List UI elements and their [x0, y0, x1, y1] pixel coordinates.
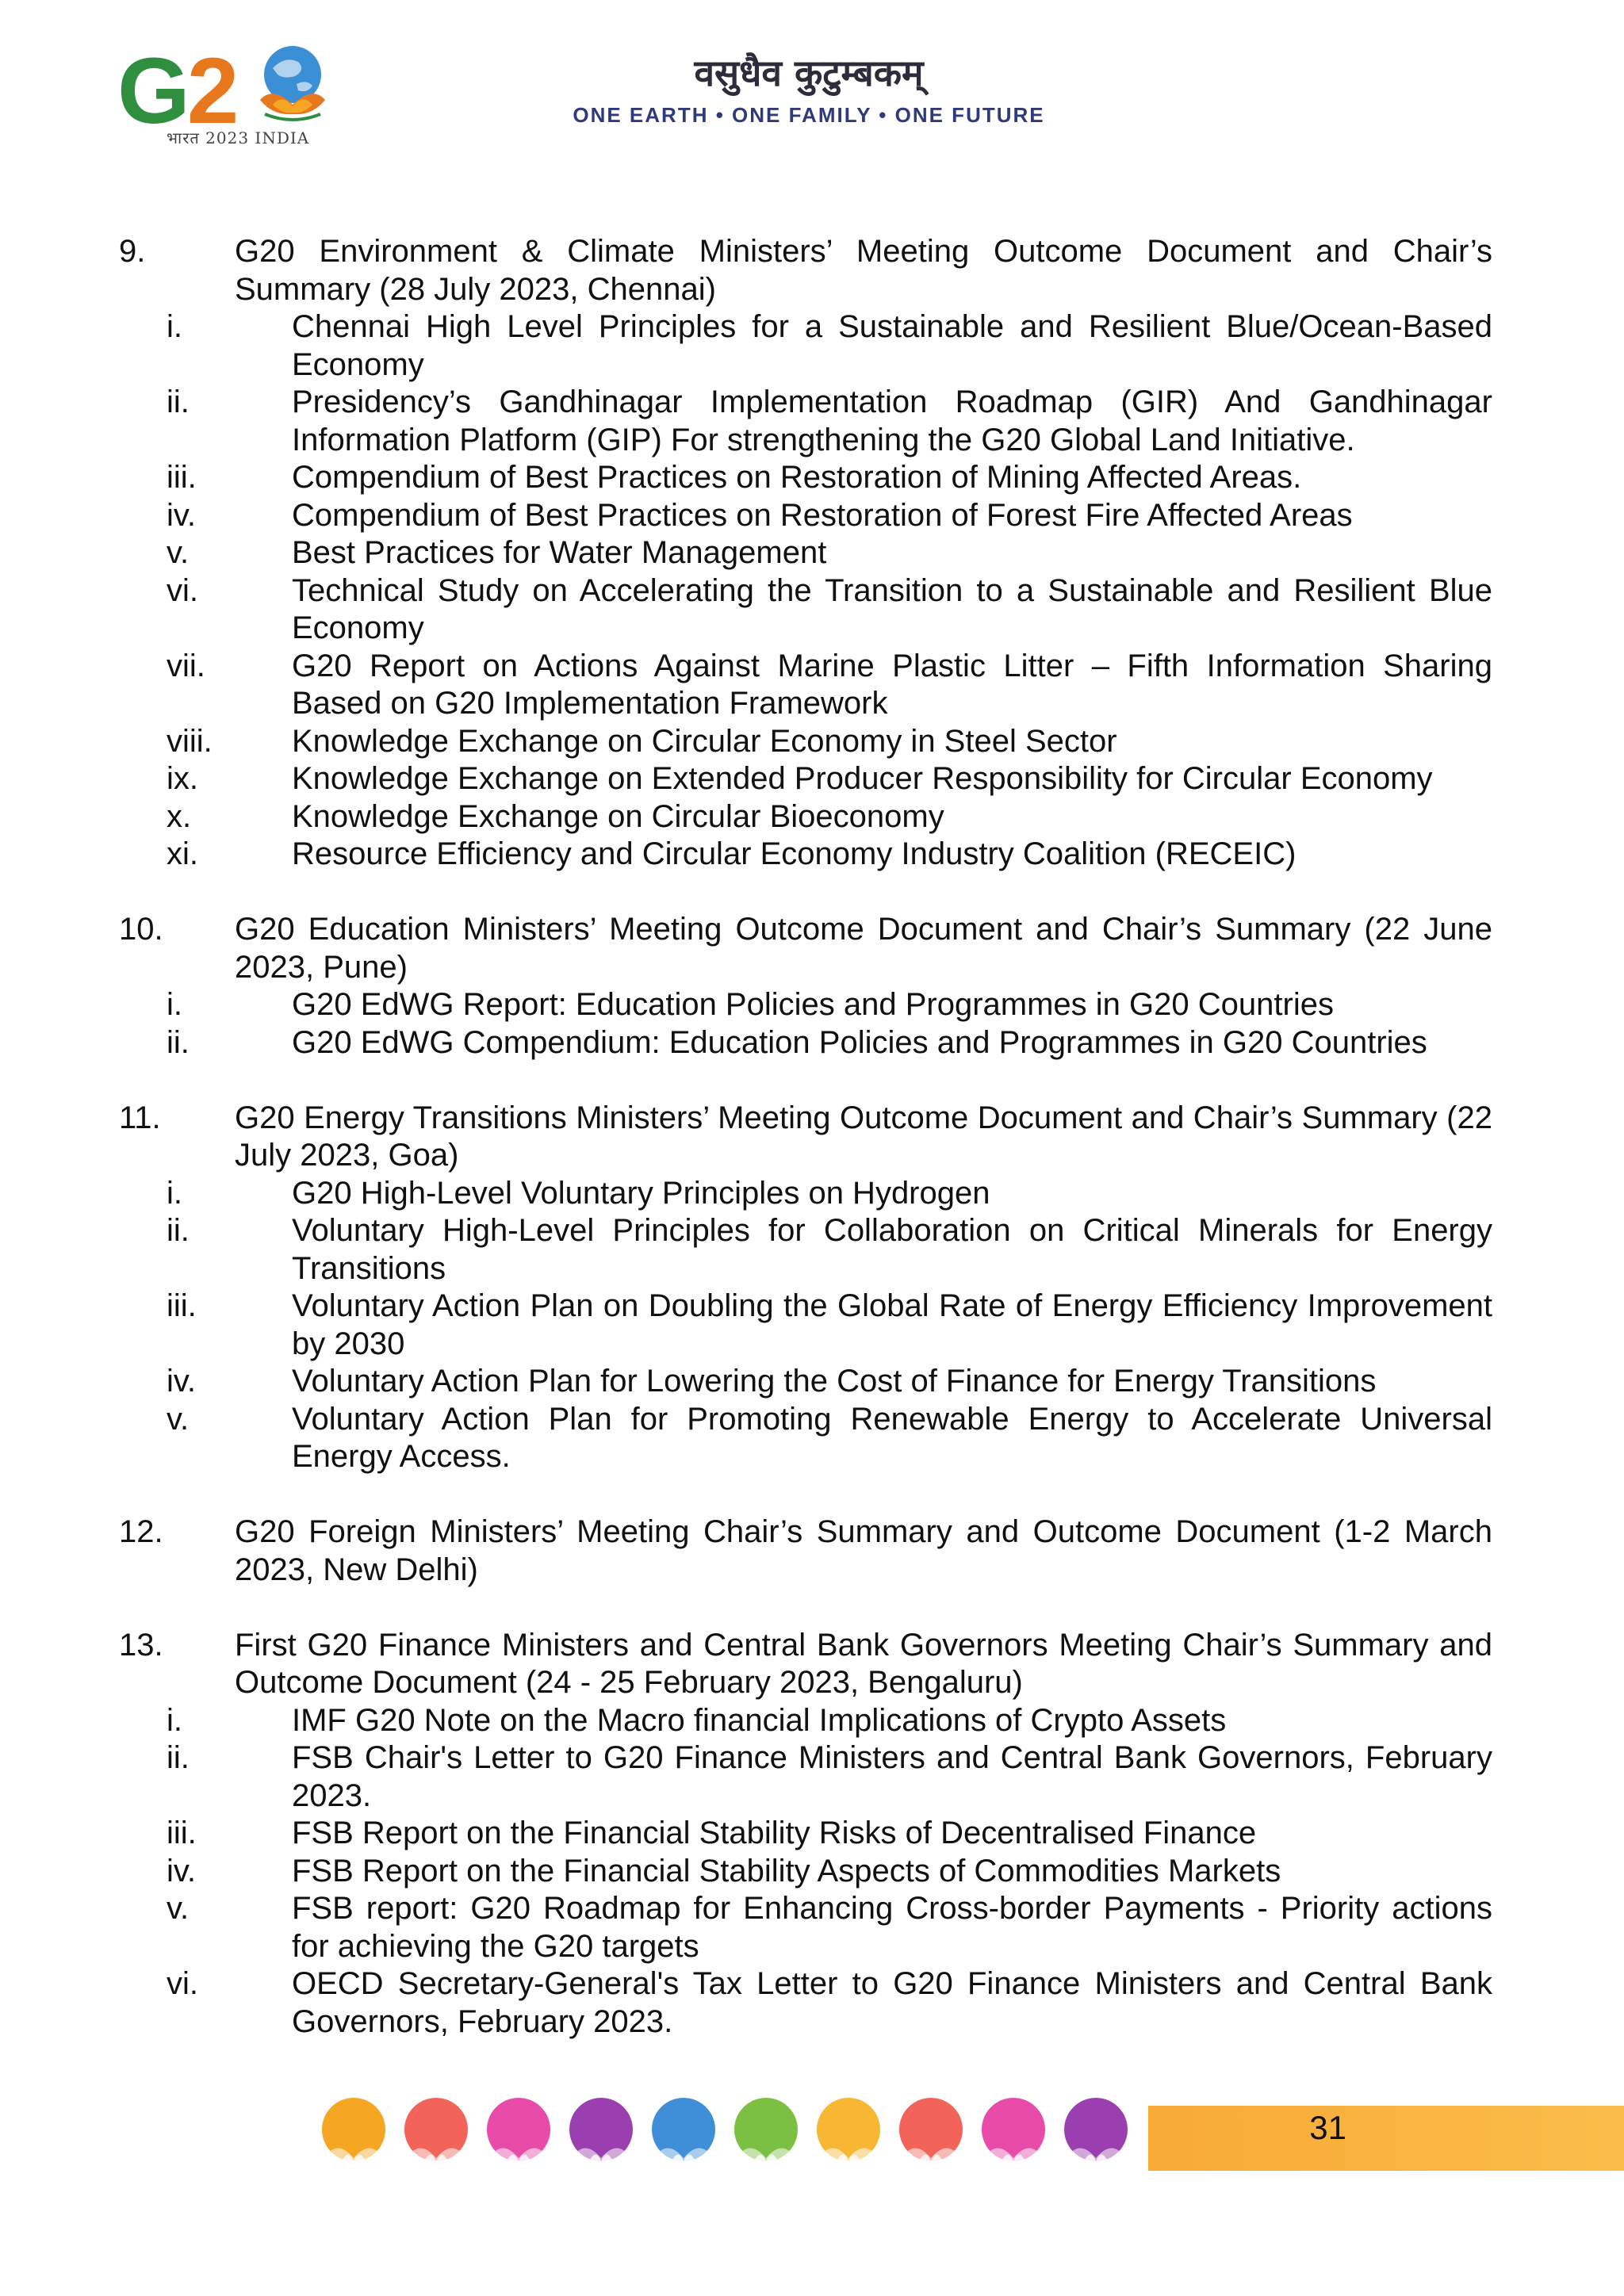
- section-9: [0, 233, 1624, 874]
- list-item: [0, 308, 1624, 384]
- list-item-text: Knowledge Exchange on Circular Economy in Steel Sector: [292, 723, 1117, 759]
- list-item: [0, 798, 1624, 836]
- list-item-text: FSB Chair's Letter to G20 Finance Ministers and Central Bank Governors, February 2023.: [292, 1740, 1492, 1813]
- list-item: [0, 1175, 1624, 1213]
- list-item-text: OECD Secretary-General's Tax Letter to G20 Finance Ministers and Central Bank Governors, February 2023.: [292, 1966, 1492, 2039]
- list-item-number: ii.: [167, 1213, 190, 1248]
- list-item-text: G20 EdWG Compendium: Education Policies and Programmes in G20 Countries: [292, 1024, 1427, 1060]
- g20-logo-text: G2: [117, 39, 236, 144]
- list-item-number: v.: [167, 535, 190, 570]
- list-item-number: i.: [167, 309, 182, 344]
- lotus-icon: [479, 2093, 558, 2180]
- list-item-number: xi.: [167, 836, 198, 871]
- list-item-text: FSB Report on the Financial Stability Aspects of Commodities Markets: [292, 1853, 1281, 1888]
- lotus-icon: [891, 2093, 971, 2180]
- section-number: 13.: [119, 1627, 163, 1663]
- list-item: [0, 723, 1624, 761]
- list-item-number: ii.: [167, 385, 190, 419]
- list-item-number: i.: [167, 1175, 182, 1211]
- list-item-number: x.: [167, 798, 192, 834]
- section-10: [0, 911, 1624, 1062]
- page-number: 31: [1309, 2109, 1346, 2146]
- list-item: [0, 572, 1624, 648]
- list-item-number: vi.: [167, 572, 198, 608]
- section-number: 11.: [119, 1100, 161, 1135]
- section-heading: [0, 233, 1624, 308]
- lotus-icon: [314, 2093, 393, 2180]
- list-item-text: G20 EdWG Report: Education Policies and Programmes in G20 Countries: [292, 987, 1334, 1022]
- tagline: ONE EARTH • ONE FAMILY • ONE FUTURE: [573, 103, 1045, 127]
- list-item-text: Best Practices for Water Management: [292, 535, 827, 570]
- lotus-icon: [396, 2093, 476, 2180]
- list-item: [0, 459, 1624, 497]
- list-item: [0, 1024, 1624, 1062]
- list-item-text: G20 Report on Actions Against Marine Plastic Litter – Fifth Information Sharing Based on G20 Implementation Framework: [292, 648, 1492, 721]
- list-item: [0, 1401, 1624, 1476]
- section-number: 12.: [119, 1514, 163, 1549]
- g20-logo: [94, 32, 347, 159]
- logo-subtext: भारत 2023 INDIA: [167, 128, 310, 147]
- list-item-text: Voluntary Action Plan for Lowering the Cost of Finance for Energy Transitions: [292, 1364, 1377, 1399]
- section-title: G20 Education Ministers’ Meeting Outcome Document and Chair’s Summary (22 June 2023, Pune): [235, 912, 1492, 985]
- list-item-text: Voluntary High-Level Principles for Collaboration on Critical Minerals for Energy Transitions: [292, 1213, 1492, 1286]
- lotus-icon: [974, 2093, 1053, 2180]
- list-item-number: v.: [167, 1891, 190, 1926]
- list-item-number: i.: [167, 987, 182, 1022]
- list-item-text: Resource Efficiency and Circular Economy Industry Coalition (RECEIC): [292, 836, 1297, 871]
- list-item: [0, 534, 1624, 572]
- list-item-text: FSB Report on the Financial Stability Risks of Decentralised Finance: [292, 1816, 1257, 1850]
- lotus-icon: [644, 2093, 723, 2180]
- section-heading: [0, 1513, 1624, 1589]
- list-item-number: iv.: [167, 497, 197, 533]
- section-number: 9.: [119, 234, 146, 269]
- list-item-number: viii.: [167, 723, 213, 759]
- list-item: [0, 836, 1624, 874]
- section-heading: [0, 911, 1624, 986]
- section-11: [0, 1100, 1624, 1476]
- list-item-text: Knowledge Exchange on Circular Bioeconomy: [292, 798, 944, 834]
- list-item-text: G20 High-Level Voluntary Principles on Hydrogen: [292, 1175, 990, 1211]
- lotus-icon: [726, 2093, 806, 2180]
- list-item: [0, 760, 1624, 798]
- list-item-number: iv.: [167, 1853, 197, 1888]
- list-item: [0, 1702, 1624, 1740]
- section-title: G20 Energy Transitions Ministers’ Meeting Outcome Document and Chair’s Summary (22 July 2023, Goa): [235, 1100, 1492, 1173]
- sub-item-list: [0, 1175, 1624, 1476]
- list-item-text: FSB report: G20 Roadmap for Enhancing Cross-border Payments - Priority actions for achieving the G20 targets: [292, 1891, 1492, 1964]
- lotus-icon: [561, 2093, 641, 2180]
- section-heading: [0, 1627, 1624, 1702]
- list-item-text: Technical Study on Accelerating the Transition to a Sustainable and Resilient Blue Economy: [292, 572, 1492, 645]
- list-item: [0, 648, 1624, 723]
- section-title: First G20 Finance Ministers and Central Bank Governors Meeting Chair’s Summary and Outcome Document (24 - 25 February 2023, Bengaluru): [235, 1627, 1492, 1700]
- list-item-text: Voluntary Action Plan for Promoting Renewable Energy to Accelerate Universal Energy Access.: [292, 1401, 1492, 1474]
- section-heading: [0, 1100, 1624, 1175]
- list-item: [0, 1890, 1624, 1965]
- list-item: [0, 1212, 1624, 1288]
- list-item-number: iv.: [167, 1364, 197, 1399]
- list-item-number: iii.: [167, 1816, 197, 1850]
- section-title: G20 Foreign Ministers’ Meeting Chair’s Summary and Outcome Document (1-2 March 2023, New Delhi): [235, 1514, 1492, 1587]
- list-item-number: vii.: [167, 648, 205, 683]
- motto: वसुधैव कुटुम्बकम्: [694, 52, 924, 94]
- list-item-text: Presidency’s Gandhinagar Implementation Roadmap (GIR) And Gandhinagar Information Platform (GIP) For strengthening the G20 Global Land Initiative.: [292, 385, 1492, 457]
- list-item-text: Compendium of Best Practices on Restoration of Mining Affected Areas.: [292, 460, 1302, 495]
- list-item-text: Knowledge Exchange on Extended Producer Responsibility for Circular Economy: [292, 761, 1433, 796]
- page-number-band: [1148, 2106, 1624, 2171]
- list-item-text: Compendium of Best Practices on Restoration of Forest Fire Affected Areas: [292, 497, 1353, 533]
- list-item-number: vi.: [167, 1966, 198, 2001]
- footer-lotus-row: [314, 2093, 1139, 2180]
- list-item: [0, 1853, 1624, 1891]
- list-item: [0, 1363, 1624, 1401]
- list-item-number: iii.: [167, 1288, 197, 1323]
- list-item: [0, 1815, 1624, 1853]
- list-item-number: ix.: [167, 761, 198, 796]
- list-item-number: ii.: [167, 1740, 190, 1775]
- list-item-number: i.: [167, 1702, 182, 1738]
- list-item-number: iii.: [167, 460, 197, 495]
- header-motto-block: [555, 48, 1063, 128]
- lotus-icon: [1056, 2093, 1136, 2180]
- list-item-number: ii.: [167, 1024, 190, 1060]
- section-13: [0, 1627, 1624, 2042]
- sub-item-list: [0, 308, 1624, 874]
- list-item: [0, 384, 1624, 459]
- section-title: G20 Environment & Climate Ministers’ Meeting Outcome Document and Chair’s Summary (28 July 2023, Chennai): [235, 234, 1492, 307]
- sub-item-list: [0, 986, 1624, 1062]
- list-item-text: Chennai High Level Principles for a Sustainable and Resilient Blue/Ocean-Based Economy: [292, 309, 1492, 382]
- list-item: [0, 1965, 1624, 2041]
- section-number: 10.: [119, 912, 163, 947]
- sub-item-list: [0, 1702, 1624, 2042]
- list-item-number: v.: [167, 1401, 190, 1437]
- lotus-globe-icon: [249, 38, 336, 125]
- list-item: [0, 1739, 1624, 1815]
- list-item-text: IMF G20 Note on the Macro financial Implications of Crypto Assets: [292, 1702, 1227, 1738]
- section-12: [0, 1513, 1624, 1589]
- lotus-icon: [809, 2093, 888, 2180]
- list-item: [0, 497, 1624, 535]
- list-item: [0, 986, 1624, 1024]
- document-body: [0, 233, 1624, 2079]
- list-item-text: Voluntary Action Plan on Doubling the Global Rate of Energy Efficiency Improvement by 2030: [292, 1288, 1492, 1361]
- list-item: [0, 1288, 1624, 1363]
